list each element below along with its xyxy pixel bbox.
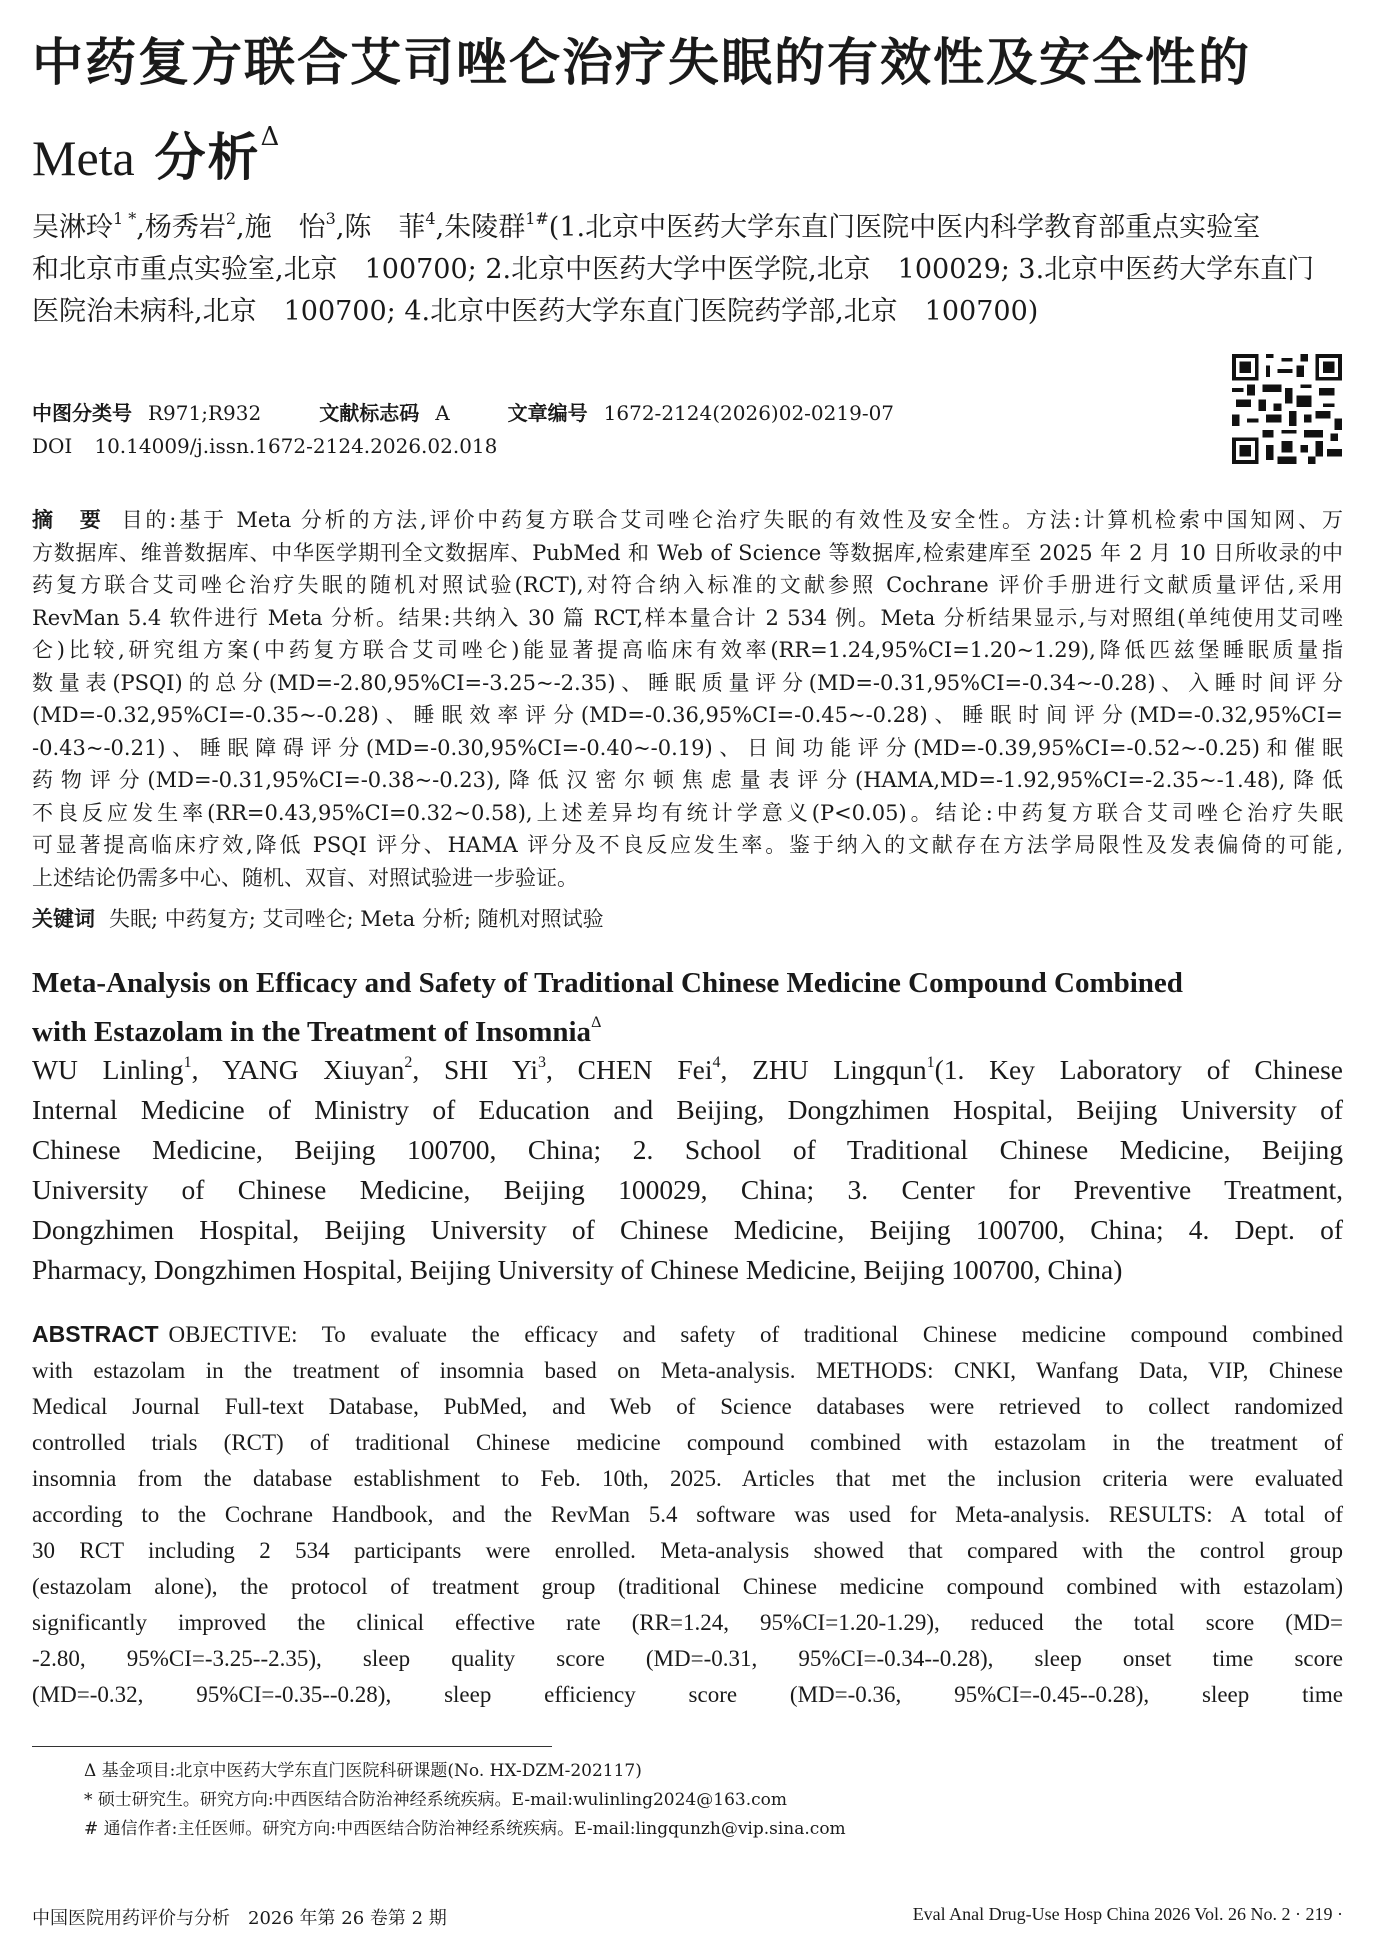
- abstract-line: RevMan 5.4 软件进行 Meta 分析。结果:共纳入 30 篇 RCT,样本量合计 2 534 例。Meta 分析结果显示,与对照组(单纯使用艾司唑: [32, 605, 1343, 630]
- abstract-line: according to the Cochrane Handbook, and the RevMan 5.4 software was used for Meta-analysis. RESULTS: A total of: [32, 1502, 1343, 1527]
- doi-label: DOI: [32, 434, 73, 458]
- chinese-title-meta: Meta: [32, 130, 135, 186]
- keywords: [32, 903, 604, 933]
- author-sup: 3: [325, 209, 336, 228]
- funding-mark: Δ: [591, 1014, 602, 1031]
- chinese-abstract: [32, 504, 1343, 894]
- author-sup: 2: [225, 209, 237, 228]
- footnote-funding: Δ 基金项目:北京中医药大学东直门医院科研课题(No. HX-DZM-202117): [84, 1761, 642, 1781]
- abstract-line: 上述结论仍需多中心、随机、双盲、对照试验进一步验证。: [32, 865, 578, 890]
- clc-value: R971;R932: [148, 401, 262, 425]
- abstract-line: 方数据库、维普数据库、中华医学期刊全文数据库、PubMed 和 Web of Science 等数据库,检索建库至 2025 年 2 月 10 日所收录的中: [32, 540, 1343, 565]
- abstract-line: -0.43~-0.21)、睡眠障碍评分(MD=-0.30,95%CI=-0.40~-0.19)、日间功能评分(MD=-0.39,95%CI=-0.52~-0.25)和催眠: [32, 735, 1343, 760]
- english-authors-line-2: Internal Medicine of Ministry of Education and Beijing, Dongzhimen Hospital, Beijing University of: [32, 1094, 1343, 1125]
- classification-row: [32, 400, 894, 426]
- english-authors-line-5: Dongzhimen Hospital, Beijing University of Chinese Medicine, Beijing 100700, China; 4. Dept. of: [32, 1214, 1343, 1245]
- journal-footer-en: Eval Anal Drug-Use Hosp China 2026 Vol. 26 No. 2 · 219 ·: [912, 1904, 1343, 1924]
- chinese-title-line-2: [32, 102, 1343, 193]
- author-name: , CHEN Fei: [546, 1054, 713, 1085]
- affiliation-text: (1.北京中医药大学东直门医院中医内科学教育部重点实验室: [548, 212, 1261, 243]
- abstract-line: (MD=-0.32, 95%CI=-0.35--0.28), sleep efficiency score (MD=-0.36, 95%CI=-0.45--0.28), sleep time: [32, 1682, 1343, 1707]
- footnote-first-author: * 硕士研究生。研究方向:中西医结合防治神经系统疾病。E-mail:wulinling2024@163.com: [84, 1790, 787, 1810]
- article-number-value: 1672-2124(2026)02-0219-07: [603, 401, 895, 425]
- abstract-line: 可显著提高临床疗效,降低 PSQI 评分、HAMA 评分及不良反应发生率。鉴于纳入的文献存在方法学局限性及发表偏倚的可能,: [32, 833, 1343, 857]
- english-authors-line-3: Chinese Medicine, Beijing 100700, China; 2. School of Traditional Chinese Medicine, Beijing: [32, 1134, 1343, 1165]
- abstract-text: 目的:基于 Meta 分析的方法,评价中药复方联合艾司唑仑治疗失眠的有效性及安全性。方法:计算机检索中国知网、万: [121, 508, 1344, 532]
- chinese-authors: [32, 198, 1343, 333]
- author-sup: 3: [538, 1054, 547, 1071]
- abstract-line: (estazolam alone), the protocol of treatment group (traditional Chinese medicine compound combined with estazolam): [32, 1574, 1343, 1599]
- abstract-line: controlled trials (RCT) of traditional Chinese medicine compound combined with estazolam in the treatment of: [32, 1430, 1343, 1455]
- article-number-label: 文章编号: [507, 401, 588, 425]
- chinese-title-rest: 分析: [154, 128, 261, 188]
- author-name: ,施 怡: [236, 212, 326, 243]
- author-name: 吴淋玲: [32, 212, 113, 243]
- abstract-label: ABSTRACT: [32, 1321, 159, 1347]
- author-sup: 1: [183, 1054, 192, 1071]
- abstract-line: with estazolam in the treatment of insomnia based on Meta-analysis. METHODS: CNKI, Wanfang Data, VIP, Chinese: [32, 1358, 1343, 1383]
- author-name: , ZHU Lingqun: [720, 1054, 927, 1085]
- chinese-authors-line-3: 医院治未病科,北京 100700; 4.北京中医药大学东直门医院药学部,北京 100700): [32, 296, 1039, 327]
- abstract-label: 摘 要: [32, 508, 104, 532]
- keywords-value: 失眠; 中药复方; 艾司唑仑; Meta 分析; 随机对照试验: [109, 907, 604, 931]
- journal-footer-cn: 中国医院用药评价与分析 2026 年第 26 卷第 2 期: [32, 1908, 447, 1929]
- abstract-text: OBJECTIVE: To evaluate the efficacy and safety of traditional Chinese medicine compound combined: [168, 1322, 1343, 1347]
- doc-code-label: 文献标志码: [319, 401, 420, 425]
- funding-mark: Δ: [260, 122, 282, 152]
- abstract-line: 仑)比较,研究组方案(中药复方联合艾司唑仑)能显著提高临床有效率(RR=1.24,95%CI=1.20~1.29),降低匹兹堡睡眠质量指: [32, 638, 1343, 662]
- english-authors-line-4: University of Chinese Medicine, Beijing 100029, China; 3. Center for Preventive Treatment,: [32, 1174, 1343, 1205]
- author-name: ,杨秀岩: [136, 212, 226, 243]
- english-authors: [32, 1043, 1343, 1290]
- doi-value[interactable]: 10.14009/j.issn.1672-2124.2026.02.018: [94, 434, 498, 458]
- abstract-line: (MD=-0.32,95%CI=-0.35~-0.28)、睡眠效率评分(MD=-0.36,95%CI=-0.45~-0.28)、睡眠时间评分(MD=-0.32,95%CI=: [32, 703, 1343, 727]
- abstract-line: [32, 1316, 1343, 1353]
- author-sup: 1: [926, 1054, 935, 1071]
- footnotes: [84, 1757, 846, 1844]
- abstract-line: Medical Journal Full-text Database, PubMed, and Web of Science databases were retrieved to collect randomized: [32, 1394, 1343, 1419]
- footnote-divider: [32, 1746, 552, 1747]
- affiliation-text: (1. Key Laboratory of Chinese: [934, 1054, 1343, 1085]
- chinese-authors-line-2: 和北京市重点实验室,北京 100700; 2.北京中医药大学中医学院,北京 100029; 3.北京中医药大学东直门: [32, 254, 1315, 285]
- author-sup: 4: [425, 209, 436, 228]
- footnote-corresponding-author: # 通信作者:主任医师。研究方向:中西医结合防治神经系统疾病。E-mail:lingqunzh@vip.sina.com: [84, 1819, 846, 1839]
- english-title-line-2-text: with Estazolam in the Treatment of Insomnia: [32, 1016, 592, 1048]
- chinese-title: [32, 28, 1343, 193]
- keywords-label: 关键词: [32, 907, 95, 931]
- author-name: , SHI Yi: [412, 1054, 539, 1085]
- author-sup: 1#: [525, 209, 549, 228]
- chinese-authors-line-1: [32, 198, 1343, 249]
- abstract-line: 30 RCT including 2 534 participants were enrolled. Meta-analysis showed that compared with the control group: [32, 1538, 1343, 1563]
- abstract-line: -2.80, 95%CI=-3.25--2.35), sleep quality score (MD=-0.31, 95%CI=-0.34--0.28), sleep onset time score: [32, 1646, 1343, 1671]
- chinese-title-line-1: 中药复方联合艾司唑仑治疗失眠的有效性及安全性的: [32, 33, 1252, 93]
- author-sup: 1 *: [113, 209, 137, 228]
- english-abstract: [32, 1316, 1343, 1713]
- abstract-line: 药复方联合艾司唑仑治疗失眠的随机对照试验(RCT),对符合纳入标准的文献参照 Cochrane 评价手册进行文献质量评估,采用: [32, 573, 1343, 597]
- author-sup: 4: [712, 1054, 721, 1071]
- author-name: ,陈 菲: [335, 212, 426, 243]
- author-name: WU Linling: [32, 1054, 184, 1085]
- abstract-line: insomnia from the database establishment to Feb. 10th, 2025. Articles that met the inclusion criteria were evaluated: [32, 1466, 1343, 1491]
- english-authors-line-6: Pharmacy, Dongzhimen Hospital, Beijing University of Chinese Medicine, Beijing 100700, China): [32, 1254, 1123, 1285]
- abstract-line: [32, 504, 1343, 537]
- author-name: , YANG Xiuyan: [191, 1054, 405, 1085]
- qr-code-icon[interactable]: [1232, 354, 1342, 464]
- article-page: [32, 0, 1343, 1940]
- abstract-line: 不良反应发生率(RR=0.43,95%CI=0.32~0.58),上述差异均有统计学意义(P<0.05)。结论:中药复方联合艾司唑仑治疗失眠: [32, 800, 1343, 825]
- english-authors-line-1: [32, 1043, 1343, 1090]
- clc-label: 中图分类号: [32, 401, 132, 425]
- doc-code-value: A: [435, 401, 450, 425]
- author-sup: 2: [404, 1054, 413, 1071]
- abstract-line: significantly improved the clinical effective rate (RR=1.24, 95%CI=1.20-1.29), reduced the total score (MD=: [32, 1610, 1343, 1635]
- author-name: ,朱陵群: [435, 212, 526, 243]
- abstract-line: 数量表(PSQI)的总分(MD=-2.80,95%CI=-3.25~-2.35)、睡眠质量评分(MD=-0.31,95%CI=-0.34~-0.28)、入睡时间评分: [32, 670, 1343, 695]
- abstract-line: 药物评分(MD=-0.31,95%CI=-0.38~-0.23),降低汉密尔顿焦虑量表评分(HAMA,MD=-1.92,95%CI=-2.35~-1.48),降低: [32, 768, 1343, 792]
- doi-row: [32, 433, 497, 459]
- english-title: [32, 963, 1343, 1052]
- english-title-line-1: Meta-Analysis on Efficacy and Safety of Traditional Chinese Medicine Compound Combined: [32, 967, 1183, 999]
